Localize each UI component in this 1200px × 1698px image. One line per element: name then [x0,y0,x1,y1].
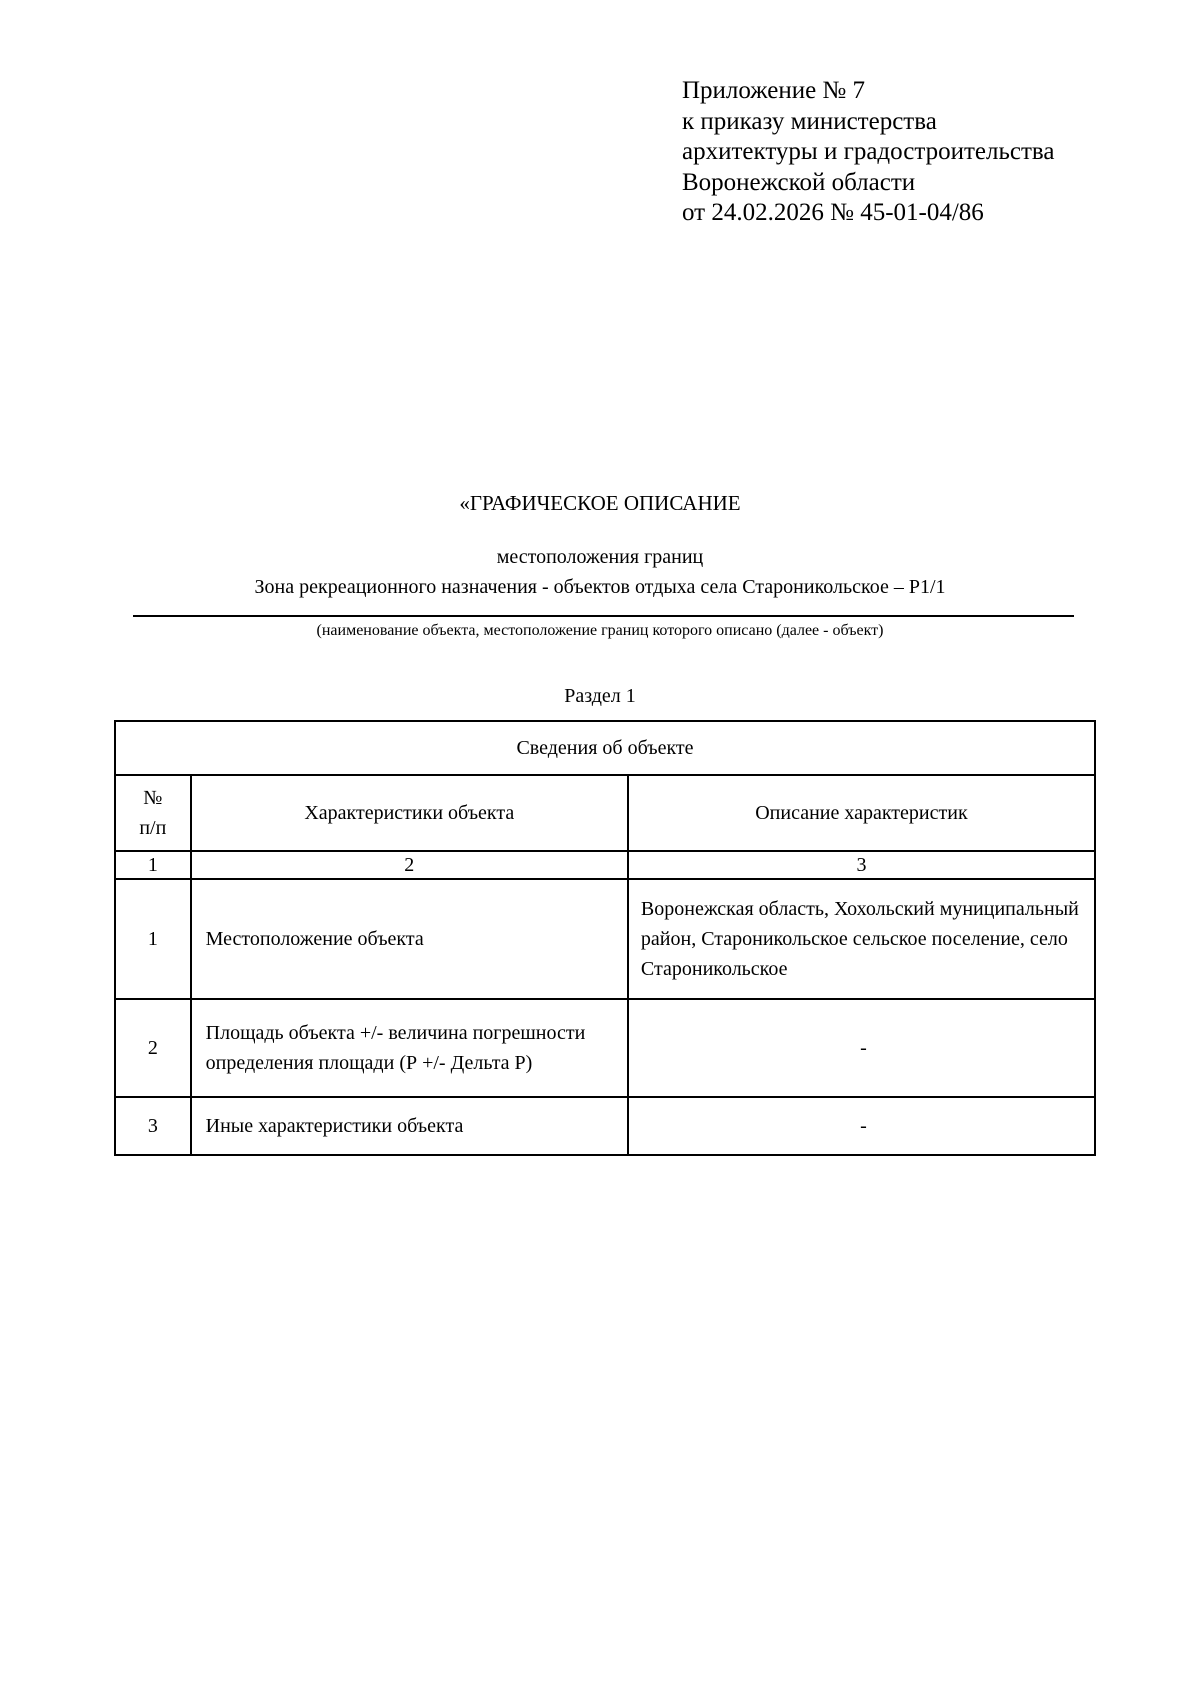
object-name: Зона рекреационного назначения - объектов отдыха села Староникольское – Р1/1 [254,576,946,598]
column-numbering-row [115,851,1095,879]
section-label: Раздел 1 [564,685,636,707]
appendix-line: Воронежской области [682,168,916,196]
row-number: 1 [115,879,191,999]
header-description: Описание характеристик [628,775,1095,851]
appendix-line: архитектуры и градостроительства [682,138,1055,165]
document-title: «ГРАФИЧЕСКОЕ ОПИСАНИЕ [459,491,741,515]
appendix-line: от 24.02.2026 № 45-01-04/86 [682,199,984,226]
row-description: Воронежская область, Хохольский муниципальный район, Староникольское сельское поселение, село Староникольское [628,879,1095,999]
row-characteristic: Иные характеристики объекта [191,1097,628,1155]
table-caption-row [115,721,1095,775]
table-row [115,879,1095,999]
header-characteristics: Характеристики объекта [191,775,628,851]
row-characteristic: Площадь объекта +/- величина погрешности определения площади (Р +/- Дельта Р) [191,999,628,1097]
appendix-line: Приложение № 7 [682,77,866,104]
row-description: - [628,1097,1095,1155]
row-characteristic: Местоположение объекта [191,879,628,999]
header-number-sign: № [143,787,163,809]
object-name-caption: (наименование объекта, местоположение границ которого описано (далее - объект) [316,622,884,639]
column-number: 3 [628,851,1095,879]
object-info-table [114,720,1096,1156]
appendix-line: к приказу министерства [682,107,937,135]
row-number: 2 [115,999,191,1097]
column-number: 2 [191,851,628,879]
header-number [115,775,191,851]
row-number: 3 [115,1097,191,1155]
table-header-row [115,775,1095,851]
column-number: 1 [115,851,191,879]
table-row [115,1097,1095,1155]
object-name-underline [133,615,1074,617]
header-number-pp: п/п [139,817,167,839]
appendix-block [682,76,1182,229]
table-caption: Сведения об объекте [115,721,1095,775]
document-subtitle: местоположения границ [496,546,704,568]
row-description: - [628,999,1095,1097]
table-row [115,999,1095,1097]
